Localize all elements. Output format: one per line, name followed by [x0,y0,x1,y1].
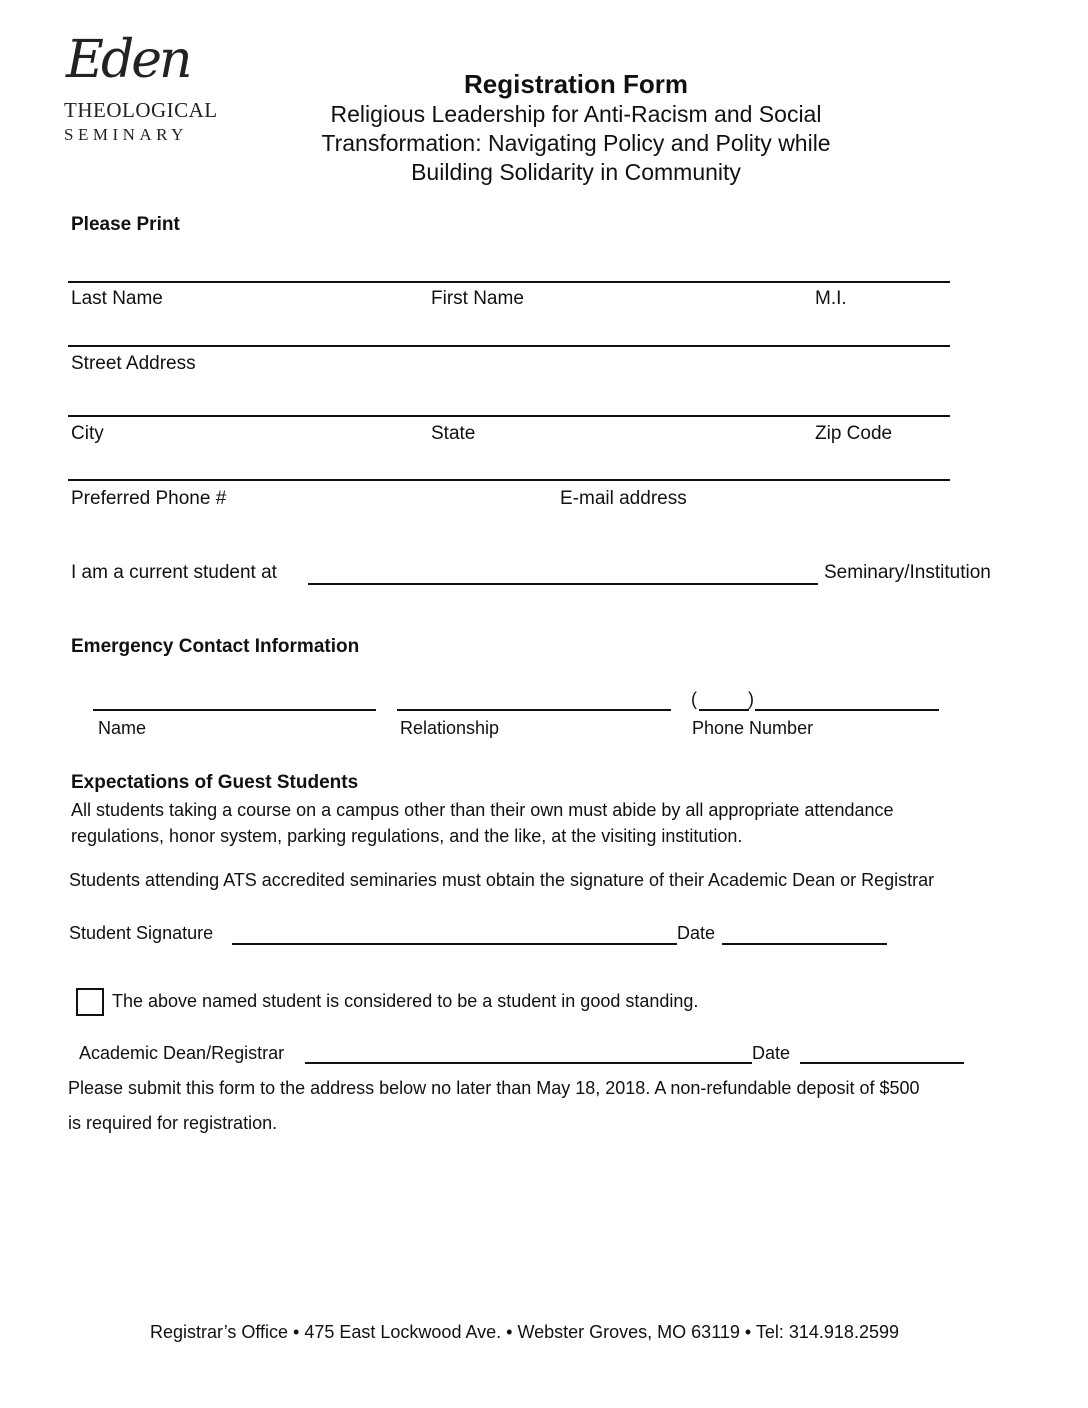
emergency-relationship-label: Relationship [400,718,500,738]
last-name-label: Last Name [71,288,163,309]
good-standing-label: The above named student is considered to be a student in good standing. [112,991,699,1011]
city-state-zip-field-line[interactable] [68,415,950,417]
submission-line-1: Please submit this form to the address below no later than May 18, 2018. A non-refundable deposit of $500 [68,1078,920,1098]
student-date-field-line[interactable] [722,943,887,945]
student-signature-field-line[interactable] [232,943,677,945]
street-address-field-line[interactable] [68,345,950,347]
expectations-para-line-1: All students taking a course on a campus other than their own must abide by all appropriate attendance [71,800,894,820]
subtitle-line-1: Religious Leadership for Anti-Racism and Social [330,101,822,127]
title-block [276,68,876,187]
good-standing-checkbox[interactable] [76,988,104,1016]
student-signature-label: Student Signature [69,923,214,943]
page-title: Registration Form [464,69,688,99]
ats-note: Students attending ATS accredited seminaries must obtain the signature of their Academic Dean or Registrar [69,870,935,890]
date-label-2: Date [752,1043,791,1063]
phone-paren-close: ) [748,689,754,709]
dean-signature-field-line[interactable] [305,1062,752,1064]
dean-registrar-label: Academic Dean/Registrar [79,1043,285,1063]
institution-field-line[interactable] [308,583,818,585]
please-print-heading: Please Print [71,214,180,235]
zip-code-label: Zip Code [815,423,893,444]
street-address-label: Street Address [71,353,196,374]
mi-label: M.I. [815,288,847,309]
phone-email-field-line[interactable] [68,479,950,481]
phone-paren-open: ( [691,689,697,709]
dean-date-field-line[interactable] [800,1062,964,1064]
state-label: State [431,423,476,444]
date-label-1: Date [677,923,716,943]
logo-line-seminary: SEMINARY [64,125,188,144]
expectations-heading: Expectations of Guest Students [71,772,359,793]
seminary-institution-label: Seminary/Institution [824,562,991,583]
name-field-line[interactable] [68,281,950,283]
footer-address: Registrar’s Office • 475 East Lockwood Ave. • Webster Groves, MO 63119 • Tel: 314.918.2599 [150,1322,899,1342]
submission-line-2: is required for registration. [68,1113,278,1133]
preferred-phone-label: Preferred Phone # [71,488,227,509]
subtitle-line-2: Transformation: Navigating Policy and Polity while [321,130,831,156]
logo-line-theological: THEOLOGICAL [64,98,218,122]
subtitle-line-3: Building Solidarity in Community [411,159,741,185]
emergency-name-field-line[interactable] [93,709,376,711]
emergency-phone-field-line[interactable] [755,709,939,711]
emergency-relationship-field-line[interactable] [397,709,671,711]
city-label: City [71,423,104,444]
logo-script-eden: Eden [66,30,190,90]
first-name-label: First Name [431,288,524,309]
emergency-phone-label: Phone Number [692,718,814,738]
emergency-contact-heading: Emergency Contact Information [71,636,360,657]
emergency-name-label: Name [98,718,147,738]
current-student-label: I am a current student at [71,562,277,583]
email-label: E-mail address [560,488,687,509]
expectations-para-line-2: regulations, honor system, parking regulations, and the like, at the visiting institution. [71,826,743,846]
emergency-area-code-field-line[interactable] [699,709,749,711]
